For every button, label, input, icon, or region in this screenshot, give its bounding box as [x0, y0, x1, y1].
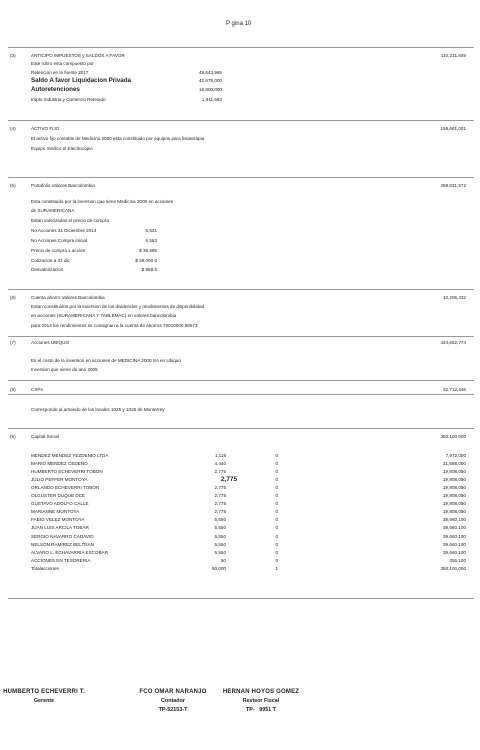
section-total: 110,231,849: [440, 53, 466, 58]
row-label: Desvalorizacion: [31, 267, 64, 272]
shareholder-value: 39,660,100: [443, 541, 466, 547]
total-row-label: Totalacciones: [31, 565, 59, 571]
shareholder-column: 0: [275, 469, 278, 475]
shareholder-column: 1: [275, 565, 278, 571]
divider: [8, 380, 474, 381]
section-note: Corresponde al arriendo de los locales 1025 y 1026 de Monterrey: [31, 407, 165, 412]
shareholder-column: 0: [275, 517, 278, 523]
section-title: Capital Social: [31, 434, 60, 439]
shareholder-shares: 2,775: [221, 476, 237, 484]
shareholder-name: ORLANDO ECHEVERRI TOBON: [31, 485, 100, 491]
section-total: 424,652,774: [440, 340, 466, 345]
row-label: Impto Industria y Comercio Retenido: [31, 97, 106, 102]
shareholder-shares: 5,550: [214, 525, 226, 531]
shareholder-name: NELSON RAMIREZ BELTRAN: [31, 541, 94, 547]
divider: [8, 598, 474, 599]
row-value: $ 39,000.0: [135, 258, 157, 263]
divider: [8, 120, 474, 121]
shareholder-column: 0: [275, 533, 278, 539]
signature-name: FCO OMAR NARANJO: [139, 689, 207, 695]
row-value: $ 958.6: [141, 267, 157, 272]
shareholder-value: 39,660,100: [443, 525, 466, 531]
shareholder-shares: 1,118: [214, 453, 226, 458]
shareholder-name: ALVARO L. ECHAVARRIA ESCOBAR: [31, 549, 109, 555]
shareholder-shares: 5,550: [214, 549, 226, 555]
signature-name: HERNAN HOYOS GOMEZ: [222, 689, 300, 695]
shareholder-value: 350,100,000: [440, 565, 466, 571]
shareholder-shares: 50: [220, 557, 226, 563]
shareholder-name: MARIANNE MONTOYA: [31, 509, 80, 515]
shareholder-name: OLGUSTER DUQUE DCE: [31, 493, 86, 499]
shareholder-shares: 2,775: [214, 493, 226, 499]
signature-id: TP- 9951 T: [246, 707, 276, 713]
section-line: Estan valorizadas el precio de compra: [31, 218, 109, 223]
shareholder-column: 0: [275, 485, 278, 491]
shareholder-name: MARIO MENDEZ CEDEÑO: [31, 461, 88, 467]
note-number: (3): [10, 53, 16, 58]
note-number: (8): [10, 387, 16, 392]
note-number: (7): [10, 340, 16, 345]
shareholder-name: HUMBERTO ECHEVERRI TOBON: [31, 469, 103, 475]
shareholder-value: 39,660,100: [443, 533, 466, 539]
divider: [8, 336, 474, 337]
divider: [8, 177, 474, 178]
row-value: $ 38,695: [139, 248, 157, 253]
row-label: No Acciones Compra inicial: [31, 238, 87, 243]
shareholder-shares: 4,440: [214, 461, 226, 467]
row-value: 6,563: [145, 238, 157, 243]
section-title: Cuenta ahorro Valores Bancolombia: [31, 295, 105, 300]
section-title: Portafolio Valores Bancolombia: [31, 183, 95, 188]
shareholder-value: 39,660,100: [443, 549, 466, 555]
shareholder-column: 0: [275, 477, 278, 483]
signature-id: TP-52153-T: [158, 707, 188, 713]
shareholder-shares: 2,775: [214, 509, 226, 515]
shareholder-column: 0: [275, 493, 278, 499]
shareholder-value: 19,808,050: [443, 493, 466, 499]
shareholder-shares: 5,550: [214, 517, 226, 523]
shareholder-value: 19,808,050: [443, 509, 466, 515]
section-line: de SURAMERICANA: [31, 208, 75, 213]
shareholder-shares: 5,550: [214, 533, 226, 539]
divider: [8, 428, 474, 429]
shareholder-value: 19,808,050: [443, 477, 466, 483]
section-line: para 2013 los rendimientos se consignan a la cuenta de ahorros 70010000 58573: [31, 323, 198, 328]
section-title: ANTICIPO IMPUESTOS y SALDOS A FAVOR: [31, 53, 125, 58]
shareholder-column: 0: [275, 509, 278, 515]
shareholder-name: MENDEZ MENDEZ YEZDENIO LTDA: [31, 453, 109, 458]
section-line: Equipo medico el Electrocopio: [31, 146, 93, 151]
signature-role: Revisor Fiscal: [242, 698, 280, 704]
shareholder-shares: 2,775: [214, 501, 226, 507]
section-desc: Este rubro esta compuesto por: [31, 61, 94, 66]
divider: [8, 47, 474, 48]
row-label: Precio de compra x accion: [31, 248, 86, 253]
section-total: 350,100,000: [440, 434, 466, 439]
note-number: (5): [10, 183, 16, 188]
row-value: 1,911,683: [201, 97, 222, 102]
shareholder-column: 0: [275, 557, 278, 563]
section-title: Acciones UBIQUO: [31, 340, 70, 345]
shareholder-value: 356,100: [449, 557, 466, 563]
section-title: ACTIVO FIJO: [31, 126, 60, 131]
row-value: 42,678,000: [199, 78, 222, 83]
row-label: Saldo A favor Liquidacion Privada: [31, 77, 131, 84]
note-number: (9): [10, 434, 16, 439]
row-value: 6,631: [145, 228, 157, 233]
divider: [8, 394, 474, 395]
section-total: 10,206,432: [443, 295, 466, 300]
shareholder-value: 19,808,050: [443, 485, 466, 491]
row-value: 48,643,986: [199, 70, 222, 75]
shareholder-column: 0: [275, 525, 278, 531]
shareholder-value: 39,660,100: [443, 517, 466, 523]
shareholder-column: 0: [275, 453, 278, 458]
shareholder-value: 19,808,050: [443, 501, 466, 507]
page-title: P gina 10: [226, 21, 252, 27]
shareholder-name: ACCIONES EN TESORERIA: [31, 557, 91, 563]
note-number: (6): [10, 295, 16, 300]
shareholder-value: 7,972,000: [445, 453, 466, 458]
row-label: Retencion en la fuente 2017: [31, 70, 89, 75]
section-line: Esta constituido por la inversion que tiene Medicina 2000 en acciones: [31, 199, 173, 204]
section-line: Inversion que viene de ano 2005: [31, 367, 98, 372]
section-total: 32,712,446: [443, 387, 466, 392]
signature-role: Contador: [161, 698, 185, 704]
shareholder-name: GUSTAVO ADOLFO CALLE: [31, 501, 89, 507]
section-line: Es el costo de la inversion en acciones de MEDICINA 2000 SA en Ubiquo: [31, 358, 181, 363]
signature-name: HUMBERTO ECHEVERRI T.: [3, 689, 85, 695]
signature-role: Gerente: [33, 698, 55, 704]
shareholder-shares: 2,775: [214, 485, 226, 491]
shareholder-name: FABIO VELEZ MONTOYA: [31, 517, 85, 523]
shareholder-shares: 2,775: [214, 469, 226, 475]
shareholder-column: 0: [275, 549, 278, 555]
section-title: CXPs: [31, 387, 43, 392]
shareholder-value: 19,808,050: [443, 469, 466, 475]
shareholder-column: 0: [275, 501, 278, 507]
shareholder-shares: 50,000: [211, 565, 226, 571]
shareholder-shares: 5,550: [214, 541, 226, 547]
section-total: 259,631,572: [440, 183, 466, 188]
section-line: en acciones (SURAMERICANA Y TABLEMAC) en valores bancolombia: [31, 313, 177, 318]
shareholder-name: JUAN LUIS ARCILA TOBAR: [31, 525, 89, 531]
shareholder-value: 31,688,000: [443, 461, 466, 467]
row-label: Autoretenciones: [31, 86, 80, 93]
section-line: El activo fijo contable de Medicina 2000 esta constituido por equipos para fisioterapia: [31, 136, 205, 141]
section-line: Estan constituidos por la inversion de los dividendos y rendimientos de disponibilidad: [31, 304, 205, 309]
shareholder-name: JULIO PEFFER MONTOYA: [31, 477, 88, 483]
shareholder-column: 0: [275, 541, 278, 547]
row-value: 16,800,000: [199, 87, 222, 92]
row-label: No Acciones 31 Diciembre 2014: [31, 228, 97, 233]
divider: [8, 289, 474, 290]
shareholder-name: SERGIO NAVARRO CADAVID: [31, 533, 94, 539]
shareholder-column: 0: [275, 461, 278, 467]
section-total: 159,661,001: [440, 126, 466, 131]
note-number: (4): [10, 126, 16, 131]
row-label: Cotizacion a 31 dic: [31, 258, 70, 263]
